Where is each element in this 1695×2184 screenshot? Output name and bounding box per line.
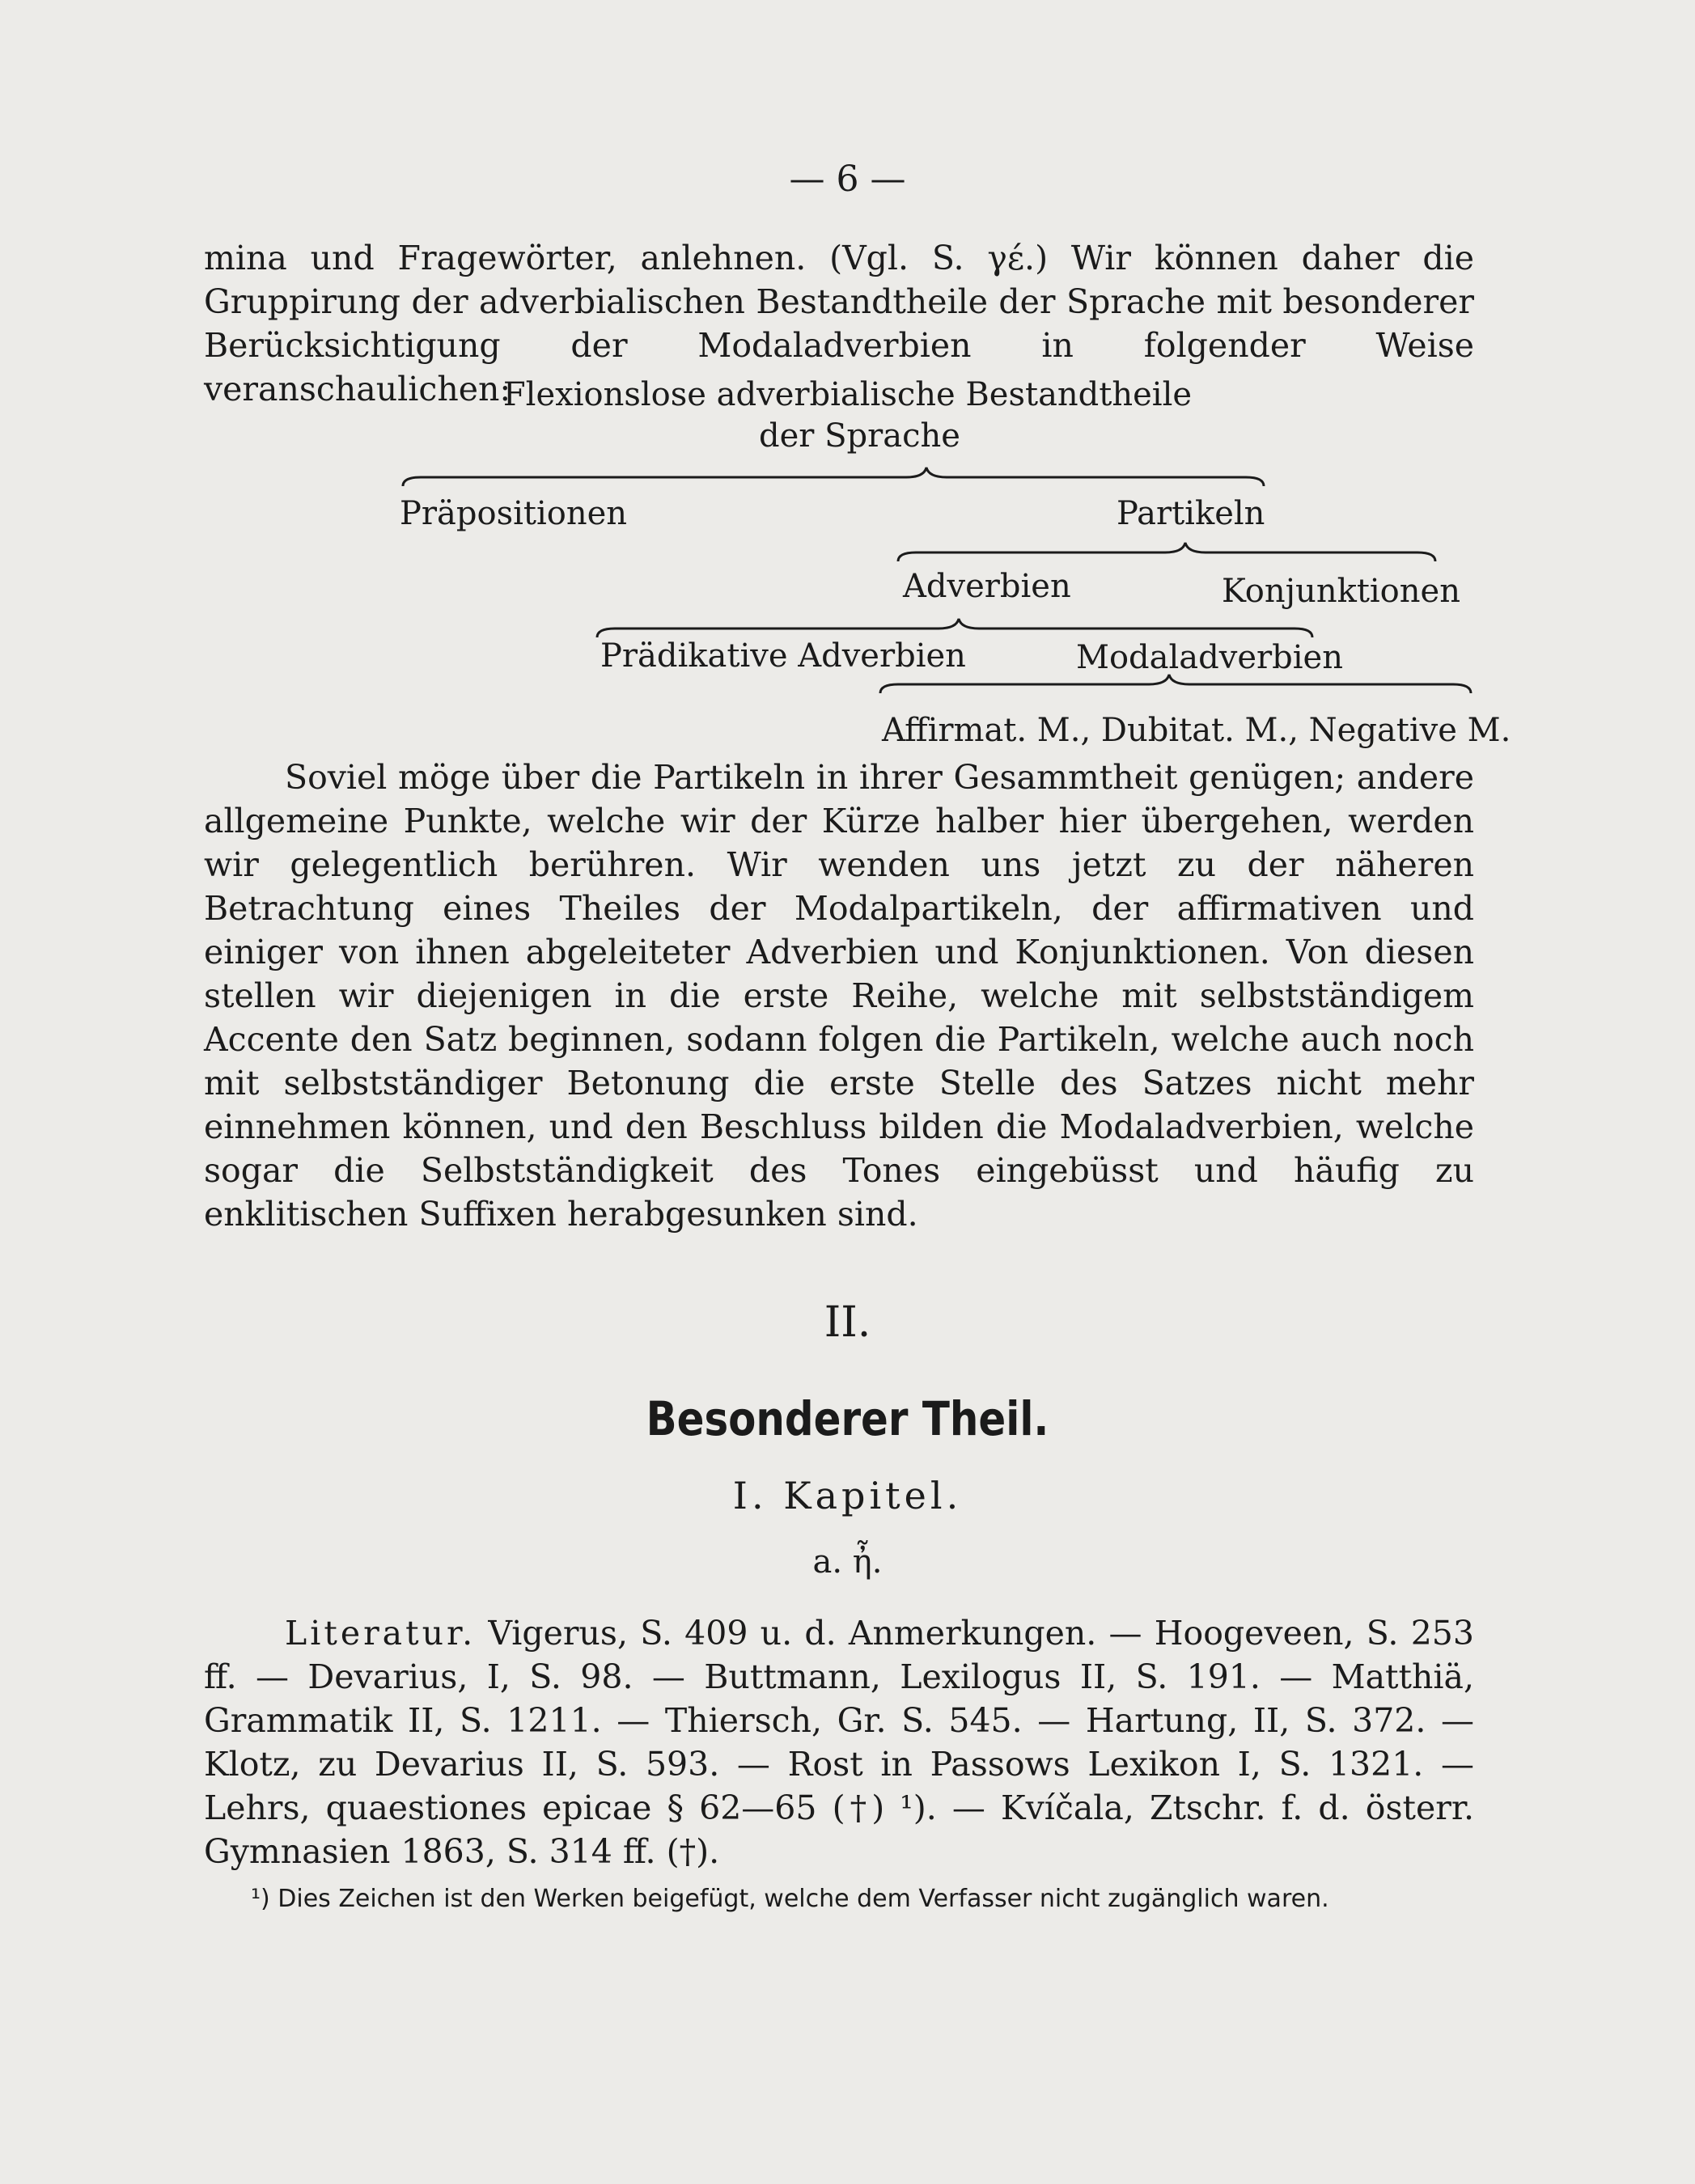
footnote xyxy=(251,1883,1477,1915)
tree-modaladverbien: Modaladverbien xyxy=(1076,639,1343,676)
part-number: II. xyxy=(824,1298,871,1347)
page-number: — 6 — xyxy=(789,159,906,200)
brace-modaladverbien xyxy=(880,675,1471,693)
intro-paragraph: mina und Fragewörter, anlehnen. (Vgl. S. γέ.) Wir können daher die Gruppirung der adverbialischen Bestandtheile der Sprache mit besonderer Berücksichtigung der Modaladverbien in folgender Weise veranschaulichen: xyxy=(204,239,1474,408)
brace-partikeln xyxy=(898,543,1435,561)
tree-konjunktionen: Konjunktionen xyxy=(1222,573,1460,610)
part-title: Besonderer Theil. xyxy=(646,1391,1049,1446)
brace-root xyxy=(403,468,1264,486)
footnote-text: Dies Zeichen ist den Werken beigefügt, welche dem Verfasser nicht zugänglich waren. xyxy=(278,1885,1329,1913)
brace-adverbien xyxy=(597,619,1312,637)
tree-praedikative-adverbien: Prädikative Adverbien xyxy=(600,637,966,675)
literature-paragraph xyxy=(204,1611,1474,1873)
literature-text: Vigerus, S. 409 u. d. Anmerkungen. — Hoogeveen, S. 253 ff. — Devarius, I, S. 98. — Buttmann, Lexilogus II, S. 191. — Matthiä, Grammatik II, S. 1211. — Thiersch, Gr. S. 545. — Hartung, II, S. 372. — Klotz, zu Devarius II, S. 593. — Rost in Passows Lexikon I, S. 1321. — Lehrs, quaestiones epicae § 62—65 (†) ¹). — Kvíčala, Ztschr. f. d. österr. Gymnasien 1863, S. 314 ff. (†). xyxy=(204,1614,1474,1871)
chapter-title: I. Kapitel. xyxy=(732,1474,963,1517)
tree-adverbien: Adverbien xyxy=(903,568,1071,605)
tree-modal-types: Affirmat. M., Dubitat. M., Negative M. xyxy=(882,712,1511,749)
tree-partikeln: Partikeln xyxy=(1117,495,1265,532)
literature-label: Literatur. xyxy=(285,1614,477,1653)
tree-praepositionen: Präpositionen xyxy=(400,495,628,532)
tree-root-line1: Flexionslose adverbialische Bestandtheile xyxy=(502,376,1193,413)
body-paragraph: Soviel möge über die Partikeln in ihrer Gesammtheit genügen; andere allgemeine Punkte, welche wir der Kürze halber hier übergehen, werden wir gelegentlich berühren. Wir wenden uns jetzt zu der näheren Betrachtung eines Theiles der Modalpartikeln, der affirmativen und einiger von ihnen abgeleiteter Adverbien und Konjunktionen. Von diesen stellen wir diejenigen in die erste Reihe, welche mit selbstständigem Accente den Satz beginnen, sodann folgen die Partikeln, welche auch noch mit selbstständiger Betonung die erste Stelle des Satzes nicht mehr einnehmen können, und den Beschluss bilden die Modaladverbien, welche sogar die Selbstständigkeit des Tones eingebüsst und häufig zu enklitischen Suffixen herabgesunken sind. xyxy=(204,758,1474,1234)
tree-root-line2: der Sprache xyxy=(759,417,960,455)
footnote-marker: ¹) xyxy=(251,1885,270,1913)
section-title: a. ἦ. xyxy=(812,1543,883,1581)
